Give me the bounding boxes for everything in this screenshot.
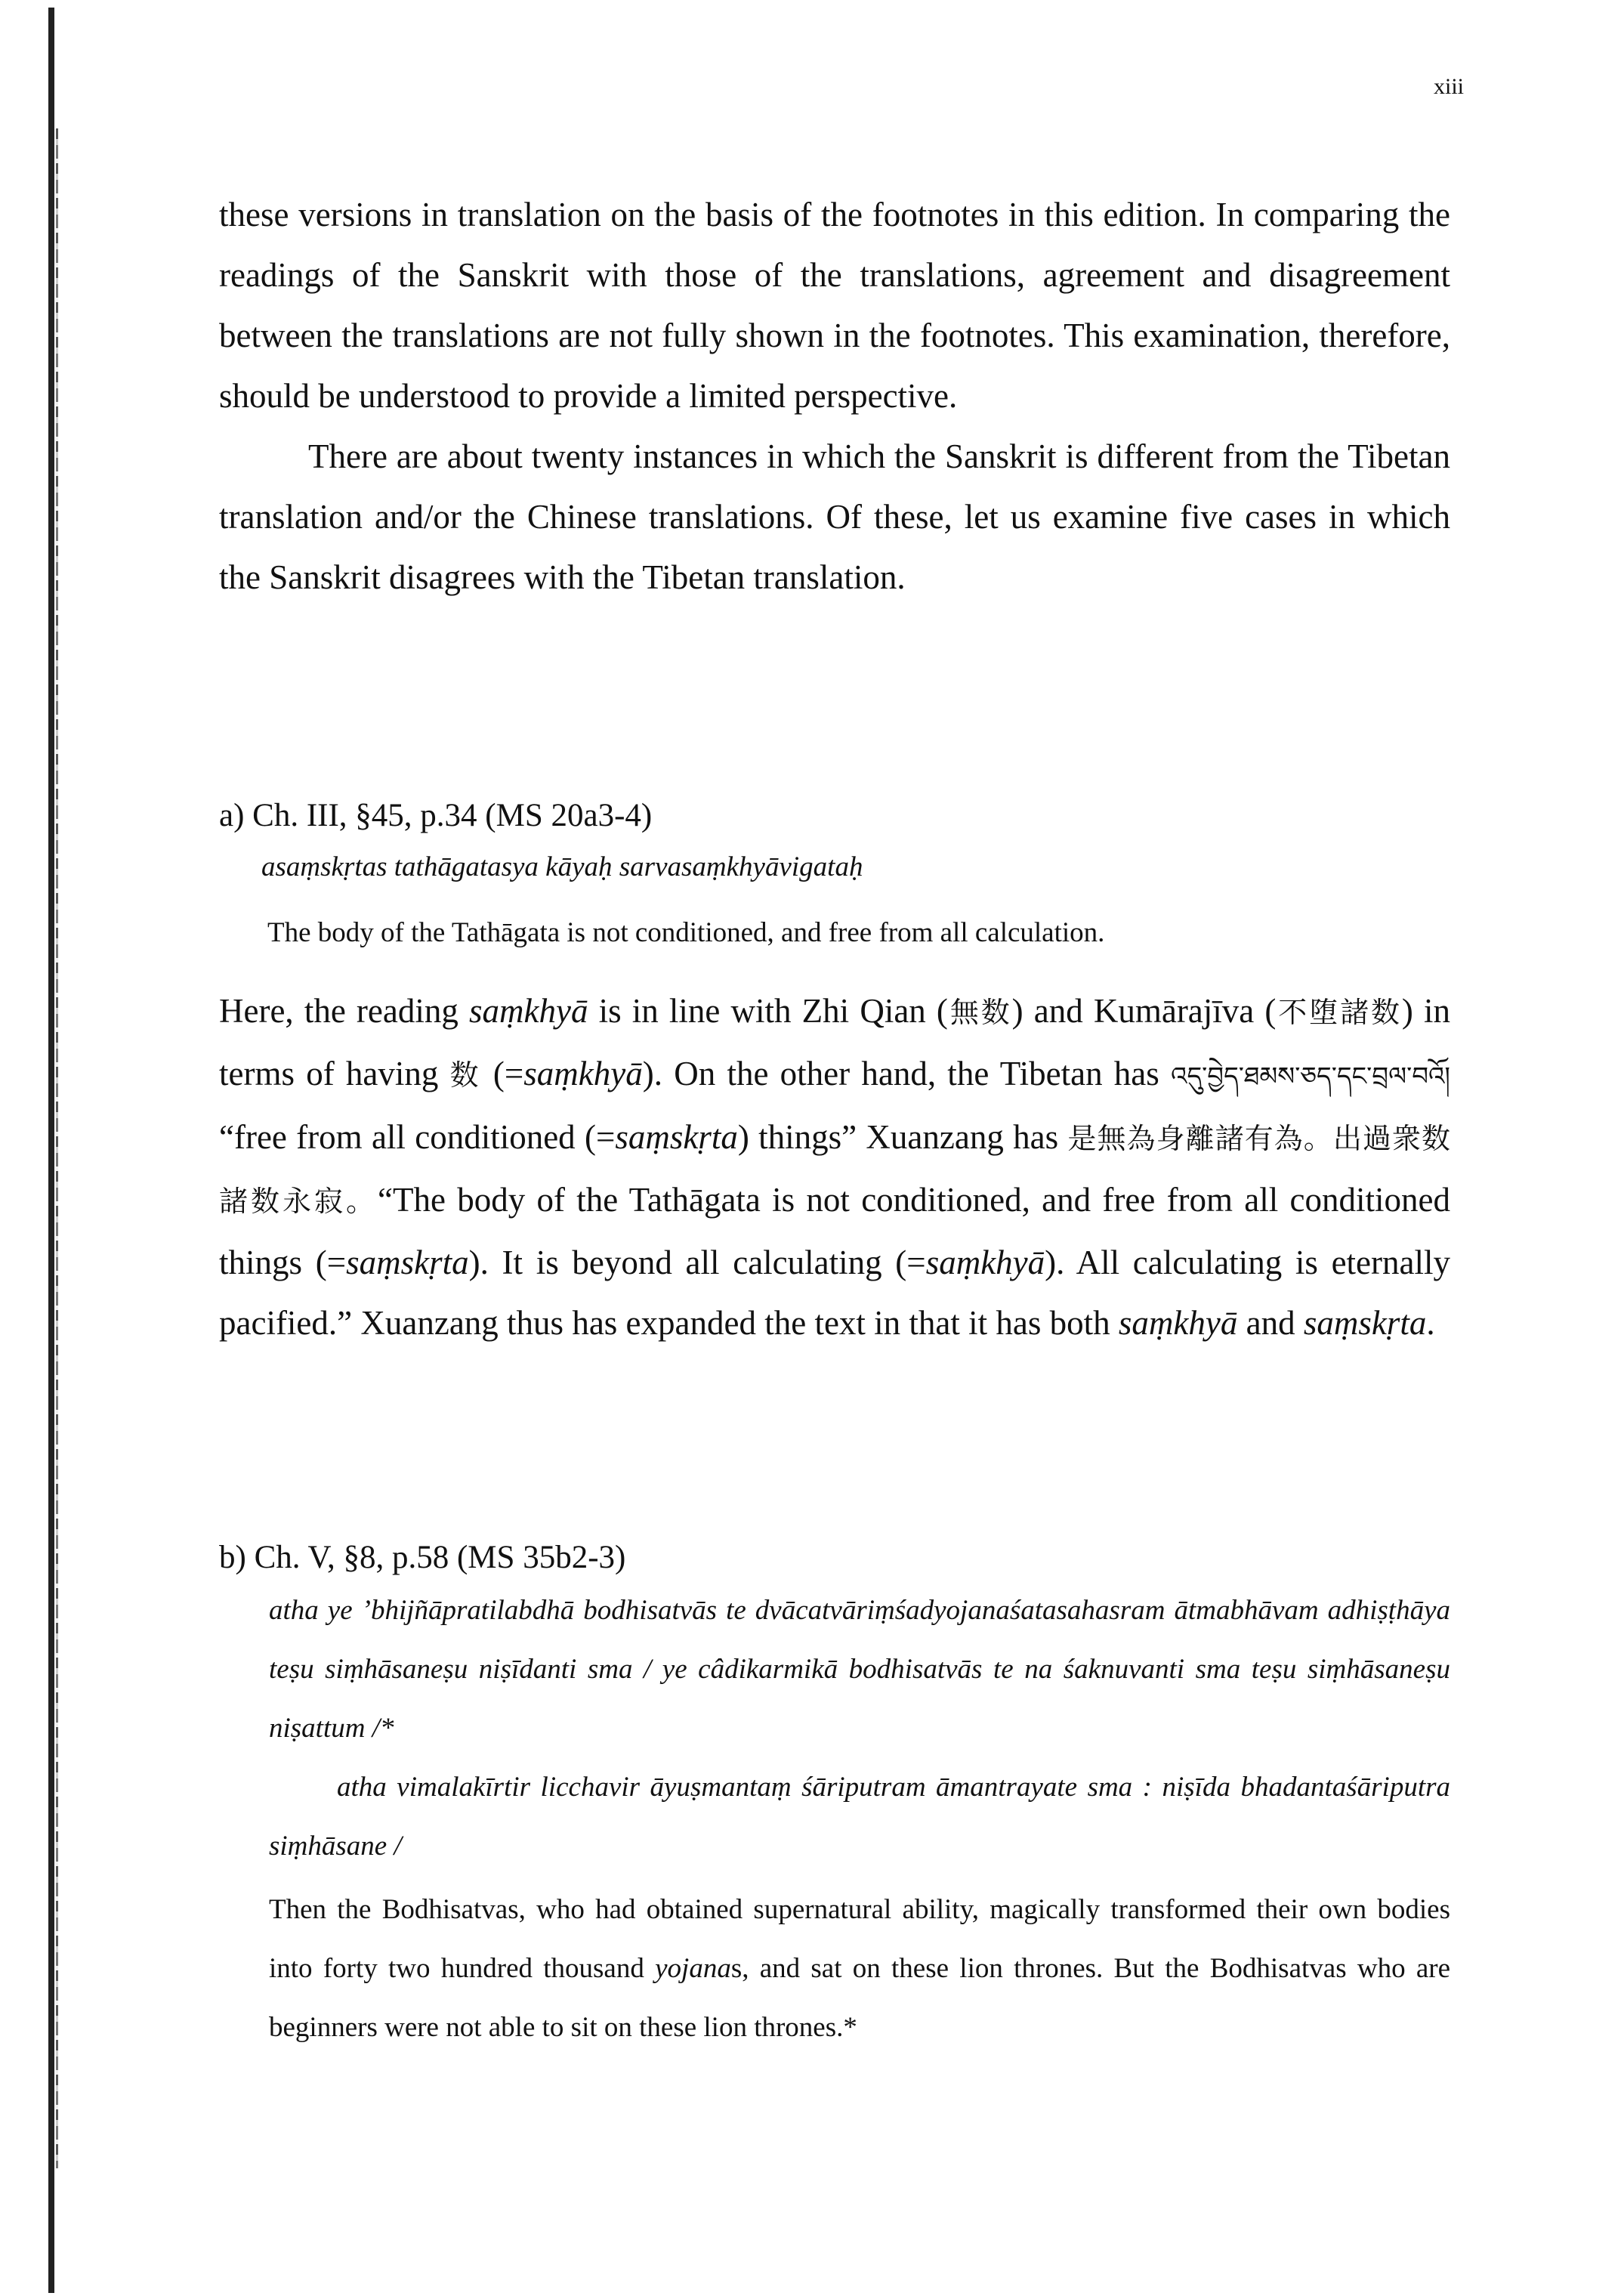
discussion-text: “The body of the Tathāgata is not conditioned, and free from all conditioned things (= [219, 1181, 1450, 1281]
discussion-text: Here, the reading [219, 992, 470, 1030]
term-samskrta: saṃskṛta [615, 1118, 738, 1156]
translation-text: Then the Bodhisatvas, who had obtained supernatural ability, magically transformed their own bodies into forty two hundred thousand [269, 1894, 1450, 1984]
discussion-text: ). All calculating is eternally pacified.” Xuanzang thus has expanded the text in that it has both [219, 1244, 1450, 1342]
intro-paragraph-2: There are about twenty instances in which the Sanskrit is different from the Tibetan translation and/or the Chinese translations. Of these, let us examine five cases in which the Sanskrit disagrees with the Tibetan translation. [219, 437, 1450, 596]
tibetan-phrase: འདུ་བྱེད་ཐམས་ཅད་དང་བྲལ་བའོ། [1171, 1061, 1450, 1092]
case-b-sanskrit-1: atha ye ’bhijñāpratilabdhā bodhisatvās te dvācatvāriṃśadyojanaśatasahasram ātmabhāvam adhiṣṭhāya teṣu siṃhāsaneṣu niṣīdanti sma / ye câdikarmikā bodhisatvās te na śaknuvanti sma teṣu siṃhāsaneṣu niṣattum /* [269, 1595, 1450, 1744]
chinese-term: 数 [449, 1060, 482, 1092]
case-b-heading: b) Ch. V, §8, p.58 (MS 35b2-3) [219, 1540, 626, 1575]
case-a-sanskrit: asaṃskṛtas tathāgatasya kāyaḥ sarvasaṃkhyāvigataḥ [261, 851, 863, 882]
discussion-text: (= [481, 1055, 524, 1092]
case-b-translation [269, 1880, 1450, 2057]
discussion-text: and [1237, 1304, 1304, 1342]
chinese-quote: 是無為身離諸有為。出過衆数諸数永寂。 [219, 1123, 1450, 1218]
discussion-text: ) in terms of having [219, 992, 1450, 1092]
term-samskrta: saṃskṛta [346, 1244, 469, 1281]
chinese-term: 不堕諸数 [1276, 997, 1402, 1029]
term-yojana: yojana [655, 1953, 731, 1984]
case-a-heading: a) Ch. III, §45, p.34 (MS 20a3-4) [219, 798, 653, 833]
case-b-sanskrit-2: atha vimalakīrtir licchavir āyuṣmantaṃ śāriputram āmantrayate sma : niṣīda bhadantaśāriputra siṃhāsane / [269, 1772, 1450, 1862]
term-samkhya: saṃkhyā [469, 992, 588, 1030]
intro-paragraph-1: these versions in translation on the basis of the footnotes in this edition. In comparing the readings of the Sanskrit with those of the translations, agreement and disagreement between the translations are not fully shown in the footnotes. This examination, therefore, should be understood to provide a limited perspective. [219, 196, 1450, 415]
discussion-text: ). It is beyond all calculating (= [468, 1244, 926, 1281]
discussion-text: is in line with Zhi Qian ( [588, 992, 948, 1030]
case-a-translation: The body of the Tathāgata is not conditioned, and free from all calculation. [267, 917, 1105, 948]
discussion-text: . [1426, 1304, 1435, 1342]
intro-text [219, 184, 1450, 607]
binding-texture [56, 128, 58, 2168]
chinese-term: 無数 [947, 997, 1012, 1029]
term-samkhya: saṃkhyā [925, 1244, 1045, 1281]
page-number: xiii [1433, 74, 1464, 99]
term-samskrta: saṃskṛta [1303, 1304, 1427, 1342]
term-samkhya: saṃkhyā [523, 1055, 643, 1092]
discussion-text: ) things” Xuanzang has [737, 1118, 1068, 1156]
case-a-discussion-paragraph [219, 981, 1450, 1353]
discussion-text: ). On the other hand, the Tibetan has [642, 1055, 1172, 1092]
term-samkhya: saṃkhyā [1118, 1304, 1238, 1342]
translation-text: s, and sat on these lion thrones. But the Bodhisatvas who are beginners were not able to sit on these lion thrones.* [269, 1953, 1451, 2043]
discussion-text: “free from all conditioned (= [219, 1118, 616, 1156]
case-a-discussion [219, 981, 1450, 1353]
discussion-text: ) and Kumārajīva ( [1011, 992, 1277, 1030]
binding-edge [44, 8, 63, 2293]
binding-shadow [48, 8, 54, 2293]
